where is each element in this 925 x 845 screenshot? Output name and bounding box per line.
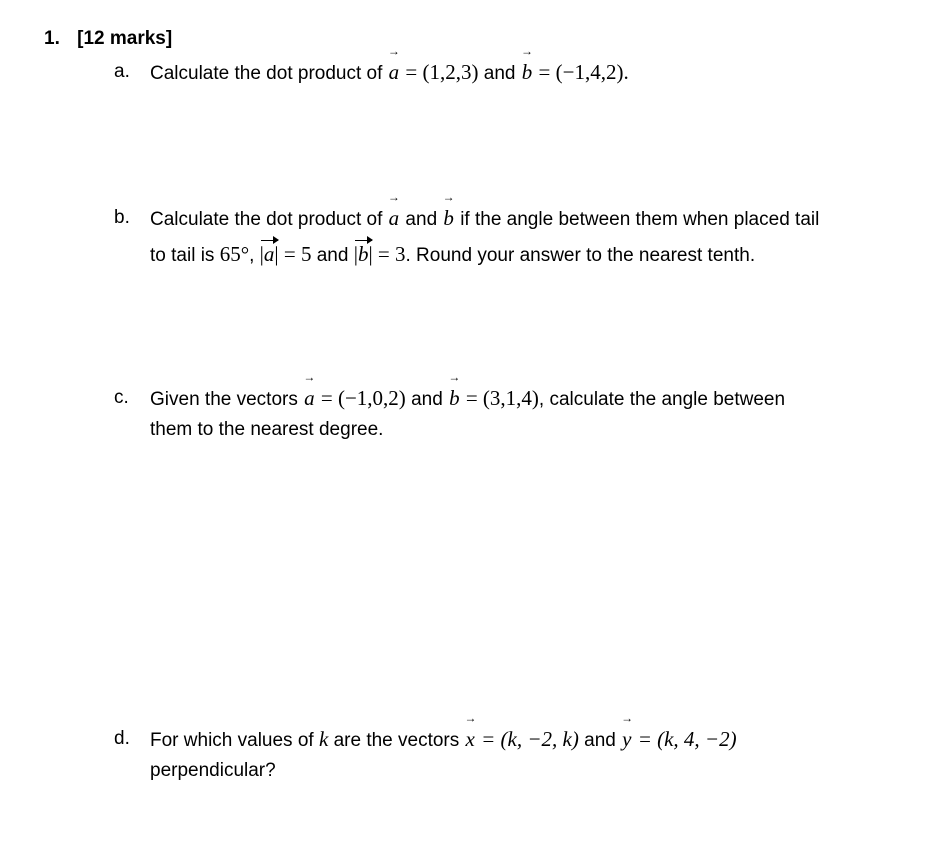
vector-b: → b [442, 190, 455, 230]
magnitude-a: |a| [259, 242, 279, 266]
part-a-letter: a. [114, 61, 130, 82]
part-d-text: For which values of k are the vectors → x = (k, −2, k) and → y = (k, 4, −2) perpendicular? [150, 711, 737, 781]
part-a [114, 44, 914, 89]
vector-b: → b [448, 370, 461, 410]
vector-b: → b [521, 44, 534, 84]
part-d [114, 711, 914, 786]
vector-a: → a [387, 44, 400, 84]
part-b-text: Calculate the dot product of → a and → b if the angle between them when placed tail to tail is 65°, |a| = 5 and |b| = 3. Round your answer to the nearest tenth. [150, 203, 914, 271]
question-marks: [12 marks] [77, 28, 173, 49]
question-number: 1. [44, 28, 60, 49]
part-b [114, 190, 914, 271]
part-b-letter: b. [114, 207, 130, 228]
part-a-text: Calculate the dot product of → a = (1,2,3) and → b = (−1,4,2). [150, 57, 914, 89]
question-header [44, 28, 172, 50]
vector-x: → x [464, 711, 477, 751]
variable-k: k [318, 727, 329, 751]
vector-a: → a [303, 370, 316, 410]
vector-a: → a [387, 190, 400, 230]
vector-y: → y [621, 711, 634, 751]
part-c-text: Given the vectors → a = (−1,0,2) and → b = (3,1,4), calculate the angle between them to the nearest degree. [150, 370, 786, 440]
magnitude-b: |b| [353, 242, 373, 266]
part-c-letter: c. [114, 387, 129, 408]
part-d-letter: d. [114, 728, 130, 749]
part-c [114, 370, 914, 445]
